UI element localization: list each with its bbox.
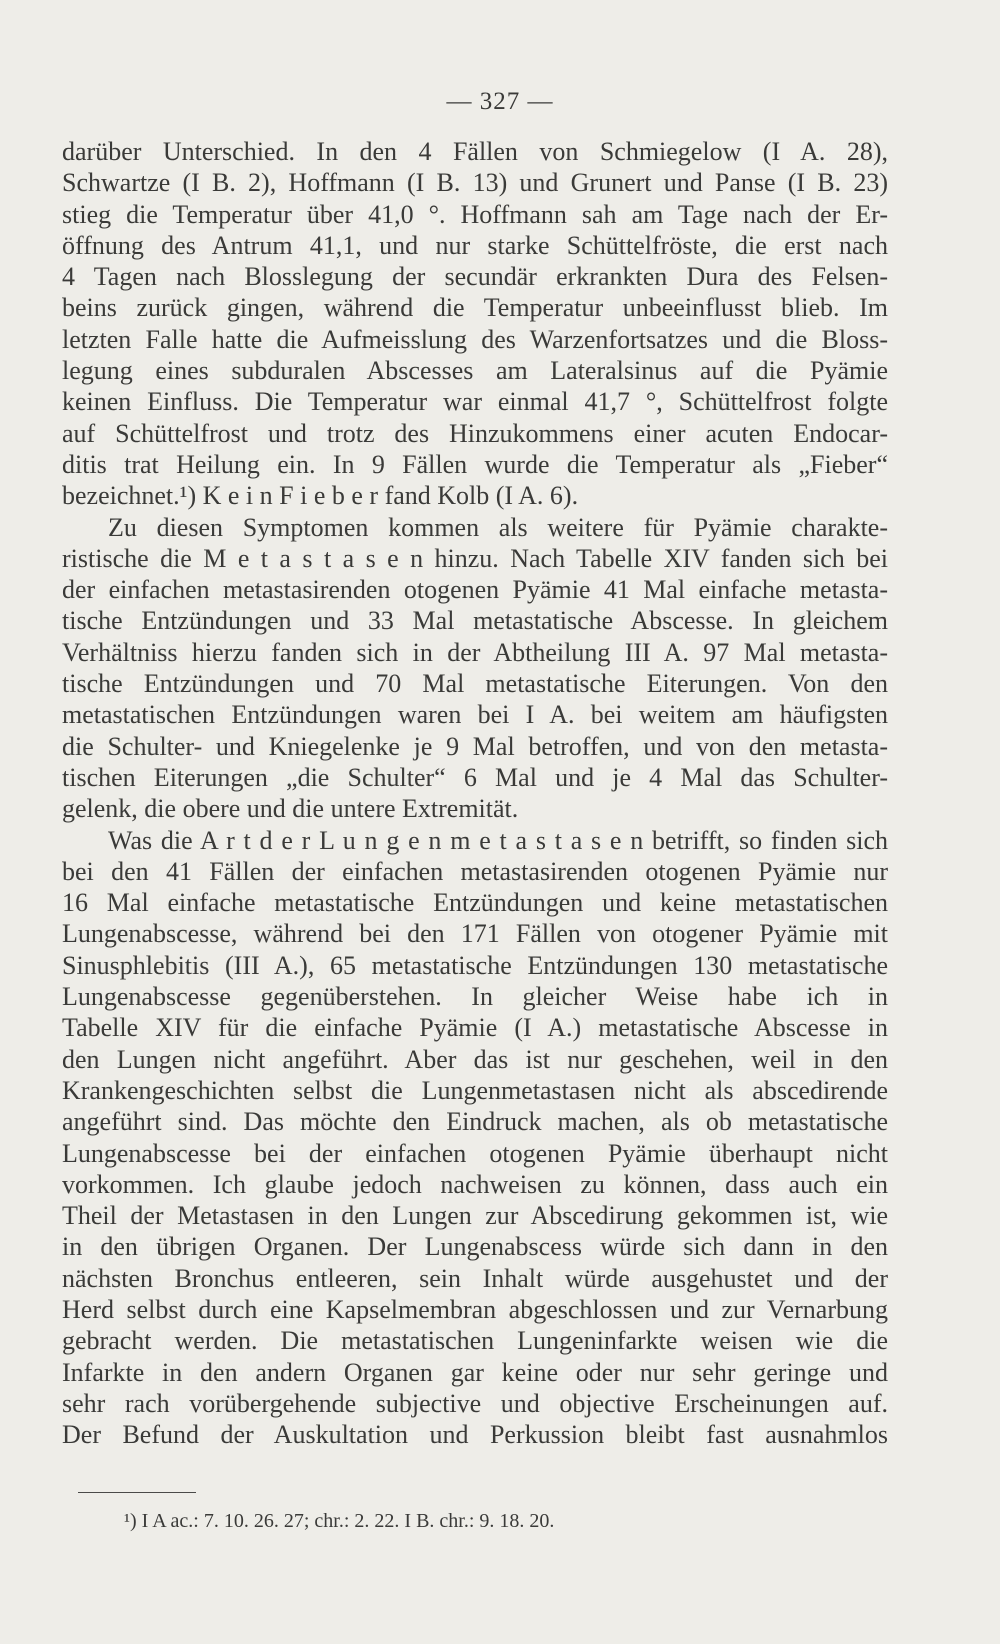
text-line: gebracht werden. Die metastatischen Lungeninfarkte weisen wie die: [62, 1326, 888, 1356]
text-line: die Schulter- und Kniegelenke je 9 Mal betroffen, und von den metasta-: [62, 731, 888, 761]
text-line: beins zurück gingen, während die Temperatur unbeeinflusst blieb. Im: [62, 293, 888, 323]
text-line: letzten Falle hatte die Aufmeisslung des Warzenfortsatzes und die Bloss-: [62, 324, 888, 354]
text-line: Lungenabscesse, während bei den 171 Fällen von otogener Pyämie mit: [62, 919, 888, 949]
text-line: Schwartze (I B. 2), Hoffmann (I B. 13) und Grunert und Panse (I B. 23): [62, 168, 888, 198]
text-line: tischen Eiterungen „die Schulter“ 6 Mal und je 4 Mal das Schulter-: [62, 762, 888, 792]
text-line: Tabelle XIV für die einfache Pyämie (I A.) metastatische Abscesse in: [62, 1013, 888, 1043]
text-line: gelenk, die obere und die untere Extremität.: [62, 794, 519, 824]
text-line: 4 Tagen nach Blosslegung der secundär erkrankten Dura des Felsen-: [62, 262, 888, 292]
paragraph-start-line: Was die A r t d e r L u n g e n m e t a s t a s e n betrifft, so finden sich: [108, 825, 888, 855]
text-line: auf Schüttelfrost und trotz des Hinzukommens einer acuten Endocar-: [62, 418, 888, 448]
text-line: sehr rach vorübergehende subjective und objective Erscheinungen auf.: [62, 1388, 888, 1418]
text-line: legung eines subduralen Abscesses am Lateralsinus auf die Pyämie: [62, 356, 888, 386]
text-line: Sinusphlebitis (III A.), 65 metastatische Entzündungen 130 metastatische: [62, 950, 888, 980]
text-line: öffnung des Antrum 41,1, und nur starke Schüttelfröste, die erst nach: [62, 230, 888, 260]
text-line: bezeichnet.¹) K e i n F i e b e r fand Kolb (I A. 6).: [62, 481, 579, 511]
text-line: vorkommen. Ich glaube jedoch nachweisen zu können, dass auch ein: [62, 1169, 888, 1199]
text-line: nächsten Bronchus entleeren, sein Inhalt würde ausgehustet und der: [62, 1263, 888, 1293]
text-line: angeführt sind. Das möchte den Eindruck machen, als ob metastatische: [62, 1107, 888, 1137]
footnote-divider: [78, 1492, 196, 1493]
text-line: bei den 41 Fällen der einfachen metastasirenden otogenen Pyämie nur: [62, 856, 888, 886]
text-line: Herd selbst durch eine Kapselmembran abgeschlossen und zur Vernarbung: [62, 1294, 888, 1324]
text-line: Lungenabscesse gegenüberstehen. In gleicher Weise habe ich in: [62, 982, 888, 1012]
text-line: Infarkte in den andern Organen gar keine oder nur sehr geringe und: [62, 1357, 888, 1387]
text-line: keinen Einfluss. Die Temperatur war einmal 41,7 °, Schüttelfrost folgte: [62, 387, 888, 417]
text-line: metastatischen Entzündungen waren bei I A. bei weitem am häufigsten: [62, 700, 888, 730]
text-line: tische Entzündungen und 70 Mal metastatische Eiterungen. Von den: [62, 669, 888, 699]
text-line: Theil der Metastasen in den Lungen zur Abscedirung gekommen ist, wie: [62, 1201, 888, 1231]
text-line: ditis trat Heilung ein. In 9 Fällen wurde die Temperatur als „Fieber“: [62, 449, 888, 479]
text-line: darüber Unterschied. In den 4 Fällen von Schmiegelow (I A. 28),: [62, 137, 888, 166]
text-line: Krankengeschichten selbst die Lungenmetastasen nicht als abscedirende: [62, 1075, 888, 1105]
text-line: stieg die Temperatur über 41,0 °. Hoffmann sah am Tage nach der Er-: [62, 199, 888, 229]
text-line: tische Entzündungen und 33 Mal metastatische Abscesse. In gleichem: [62, 606, 888, 636]
text-line: 16 Mal einfache metastatische Entzündungen und keine metastatischen: [62, 888, 888, 918]
text-line: Lungenabscesse bei der einfachen otogenen Pyämie überhaupt nicht: [62, 1138, 888, 1168]
text-line: ristische die M e t a s t a s e n hinzu. Nach Tabelle XIV fanden sich bei: [62, 543, 888, 573]
text-line: Verhältniss hierzu fanden sich in der Abtheilung III A. 97 Mal metasta-: [62, 637, 888, 667]
text-line: der einfachen metastasirenden otogenen Pyämie 41 Mal einfache metasta-: [62, 575, 888, 605]
text-line: den Lungen nicht angeführt. Aber das ist nur geschehen, weil in den: [62, 1044, 888, 1074]
paragraph-start-line: Zu diesen Symptomen kommen als weitere für Pyämie charakte-: [108, 512, 888, 542]
text-line: Der Befund der Auskultation und Perkussion bleibt fast ausnahmlos: [62, 1420, 888, 1450]
body-text: [62, 136, 888, 1450]
text-line: in den übrigen Organen. Der Lungenabscess würde sich dann in den: [62, 1232, 888, 1262]
page-number: — 327 —: [446, 88, 554, 115]
footnote: ¹) I A ac.: 7. 10. 26. 27; chr.: 2. 22. I B. chr.: 9. 18. 20.: [124, 1510, 555, 1532]
